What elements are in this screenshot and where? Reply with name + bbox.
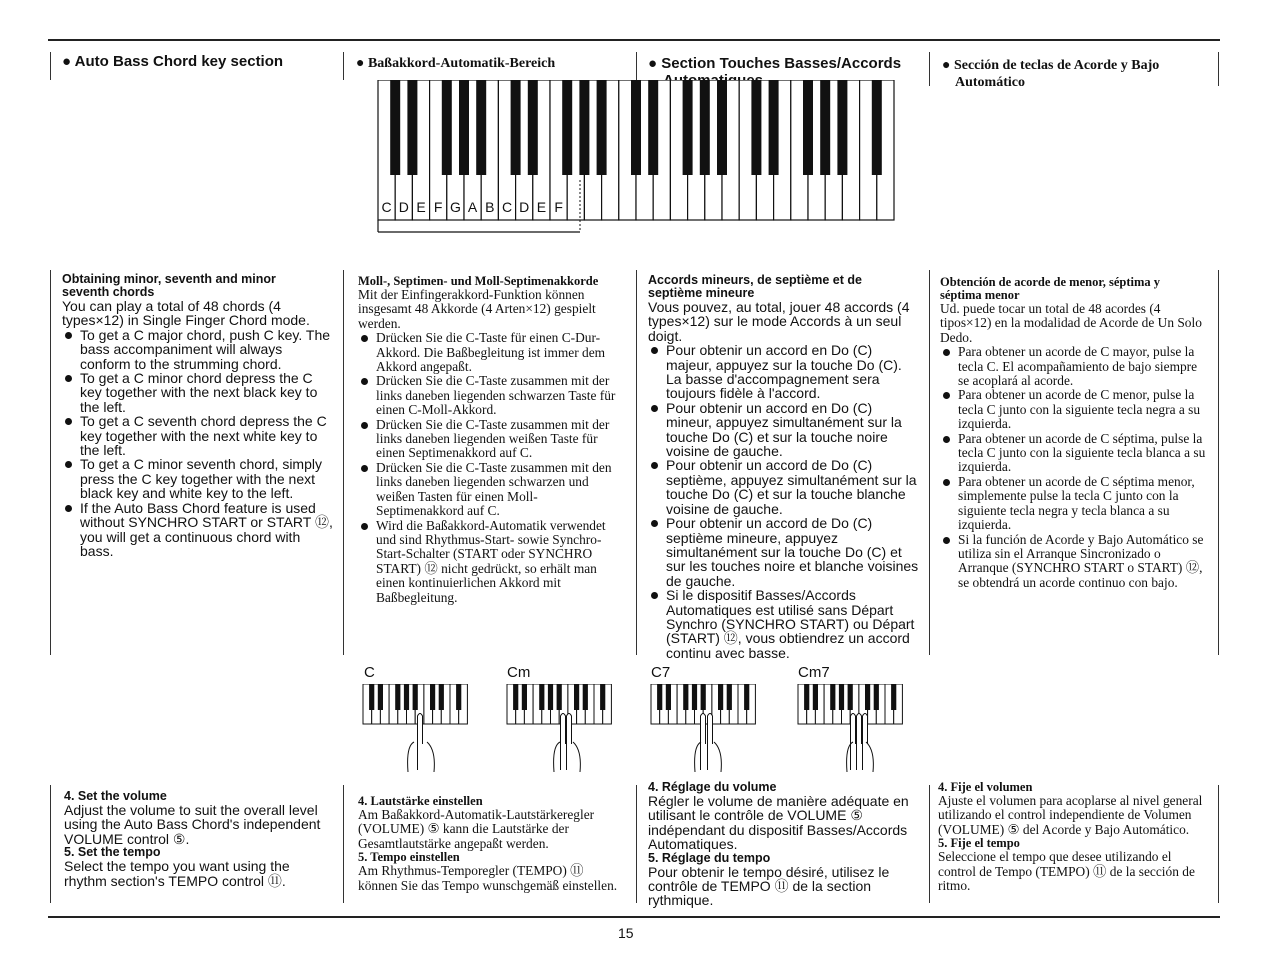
black-key xyxy=(727,684,732,710)
note-label: A xyxy=(467,199,478,215)
list-item: Para obtener un acorde de C mayor, pulse la tecla C. El acompañamiento de bajo siempre se acoplará al acorde. xyxy=(940,345,1208,388)
keyboard-illustration xyxy=(370,80,910,240)
body-text: Ajuste el volumen para acoplarse al nivel general utilizando el control independiente de Volumen (VOLUME) ⑤ del Acorde y Bajo Automático. xyxy=(938,793,1203,837)
column-divider xyxy=(50,270,51,655)
black-key xyxy=(848,684,853,710)
column-divider xyxy=(1218,52,1219,86)
hand-outline xyxy=(573,742,580,772)
body-text: Am Baßakkord-Automatik-Lautstärkeregler (VOLUME) ⑤ kann die Lautstärke der Gesamtlautstärke angepaßt werden. xyxy=(358,807,595,851)
note-label: E xyxy=(536,199,547,215)
black-key xyxy=(600,684,605,710)
section-title-es-1: ● Sección de teclas de Acorde y Bajo xyxy=(942,58,1160,73)
column-divider xyxy=(636,270,637,655)
subheading: septième mineure xyxy=(648,286,755,300)
black-key xyxy=(369,684,374,710)
black-key xyxy=(701,684,706,710)
column-divider xyxy=(343,785,344,903)
black-key xyxy=(804,684,809,710)
black-key xyxy=(511,80,521,175)
column-fr xyxy=(648,274,920,660)
black-key xyxy=(683,684,688,710)
note-label: F xyxy=(554,199,563,215)
chord-diagram-cm7 xyxy=(797,684,903,774)
note-label: C xyxy=(381,199,392,215)
chord-label-cm7: Cm7 xyxy=(798,664,830,681)
body-text: Régler le volume de manière adéquate en utilisant le contrôle de VOLUME ⑤ indépendant du dispositif Basses/Accords Automatiques. xyxy=(648,793,909,853)
chord-label-c7: C7 xyxy=(651,664,671,681)
black-key xyxy=(404,684,409,710)
column-divider xyxy=(1218,270,1219,655)
black-key xyxy=(548,684,553,710)
black-key xyxy=(820,80,830,175)
black-key xyxy=(476,80,486,175)
subheading: 4. Lautstärke einstellen xyxy=(358,794,483,808)
chord-list xyxy=(940,345,1208,590)
black-key xyxy=(378,684,383,710)
list-item: Pour obtenir un accord de Do (C) septième mineure, appuyez simultanément sur la touche Do (C) et sur les touches noire et blanche voisines de gauche. xyxy=(648,516,920,588)
list-item: Wird die Baßakkord-Automatik verwendet und sind Rhythmus-Start- sowie Synchro-Start-Schalter (START oder SYNCHRO START) ⑫ nicht gedrückt, so erhält man einen kontinuierlichen Akkord mit Baßbegleitung. xyxy=(358,519,624,605)
list-item: Drücken Sie die C-Taste zusammen mit den links daneben liegenden schwarzen und weißen Tasten für einen Moll-Septimenakkord auf C. xyxy=(358,461,624,519)
black-key xyxy=(717,80,727,175)
column-divider xyxy=(50,52,51,80)
black-key xyxy=(456,684,461,710)
bottom-rule xyxy=(48,916,1220,918)
column-divider xyxy=(929,52,930,86)
note-label: F xyxy=(433,199,443,215)
volume-tempo-fr xyxy=(648,781,926,908)
list-item: Drücken Sie die C-Taste zusammen mit der links daneben liegenden weißen Taste für einen Septimenakkord auf C. xyxy=(358,418,624,461)
intro-text: You can play a total of 48 chords (4 types×12) in Single Finger Chord mode. xyxy=(62,298,310,329)
subheading: Moll-, Septimen- und Moll-Septimenakkorde xyxy=(358,274,599,288)
black-key xyxy=(813,684,818,710)
black-key xyxy=(407,80,417,175)
list-item: To get a C minor seventh chord, simply press the C key together with the next black key and white key to the left. xyxy=(62,457,336,500)
chord-diagram-c xyxy=(362,684,468,774)
list-item: Si le dispositif Basses/Accords Automatiques est utilisé sans Départ Synchro (SYNCHRO START) ou Départ (START) ⑫, vous obtiendrez un accord continu avec basse. xyxy=(648,588,920,660)
black-key xyxy=(562,80,572,175)
chord-list xyxy=(648,343,920,660)
intro-text: Mit der Einfingerakkord-Funktion können insgesamt 48 Akkorde (4 Arten×12) gespielt werden. xyxy=(358,287,596,331)
black-key xyxy=(583,684,588,710)
heading-de xyxy=(356,55,631,72)
black-key xyxy=(459,80,469,175)
black-key xyxy=(442,80,452,175)
section-title-es-2: Automático xyxy=(955,75,1025,90)
note-label: D xyxy=(398,199,409,215)
subheading: Obtención de acorde de menor, séptima y xyxy=(940,275,1161,289)
column-divider xyxy=(50,785,51,903)
black-key xyxy=(874,684,879,710)
column-divider xyxy=(343,270,344,655)
intro-text: Ud. puede tocar un total de 48 acordes (4 tipos×12) en la modalidad de Acorde de Un Solo Dedo. xyxy=(940,301,1202,345)
black-key xyxy=(430,684,435,710)
column-divider xyxy=(636,785,637,903)
note-label: C xyxy=(501,199,513,215)
black-key xyxy=(631,80,641,175)
black-key xyxy=(751,80,761,175)
black-key xyxy=(528,80,538,175)
black-key xyxy=(865,684,870,710)
chord-label-cm: Cm xyxy=(507,664,531,681)
black-key xyxy=(539,684,544,710)
column-divider xyxy=(343,52,344,80)
volume-tempo-es xyxy=(938,781,1208,893)
list-item: Para obtener un acorde de C menor, pulse la tecla C junto con la siguiente tecla negra a su izquierda. xyxy=(940,388,1208,431)
column-divider xyxy=(929,270,930,655)
volume-tempo-en xyxy=(64,790,336,888)
subheading: seventh chords xyxy=(62,285,155,299)
note-label: D xyxy=(519,199,530,215)
list-item: Drücken Sie die C-Taste für einen C-Dur-Akkord. Die Baßbegleitung ist immer dem Akkord angepaßt. xyxy=(358,331,624,374)
black-key xyxy=(830,684,835,710)
heading-es xyxy=(942,57,1218,91)
volume-tempo-de xyxy=(358,795,626,893)
chord-list xyxy=(358,331,624,605)
hand-outline xyxy=(866,742,873,772)
list-item: Para obtener un acorde de C séptima menor, simplemente pulse la tecla C junto con la siguiente tecla negra y tecla blanca a su izquierda. xyxy=(940,475,1208,533)
subheading: 4. Fije el volumen xyxy=(938,780,1033,794)
black-key xyxy=(718,684,723,710)
subheading: 4. Réglage du volume xyxy=(648,780,777,794)
black-key xyxy=(648,80,658,175)
column-divider xyxy=(929,785,930,903)
note-label: E xyxy=(416,199,426,215)
black-key xyxy=(395,684,400,710)
list-item: To get a C major chord, push C key. The bass accompaniment will always conform to the strumming chord. xyxy=(62,328,336,371)
note-label: B xyxy=(485,199,495,215)
section-title-de: ● Baßakkord-Automatik-Bereich xyxy=(356,56,556,71)
body-text: Seleccione el tempo que desee utilizando el control de Tempo (TEMPO) ⑪ de la sección de ritmo. xyxy=(938,849,1195,894)
column-en xyxy=(62,273,336,558)
body-text: Select the tempo you want using the rhythm section's TEMPO control ⑪. xyxy=(64,858,290,889)
black-key xyxy=(683,80,693,175)
black-key xyxy=(513,684,518,710)
heading-en xyxy=(62,53,337,70)
column-divider xyxy=(636,52,637,80)
black-key xyxy=(744,684,749,710)
body-text: Am Rhythmus-Temporegler (TEMPO) ⑪ können Sie das Tempo wunschgemäß einstellen. xyxy=(358,863,618,893)
black-key xyxy=(574,684,579,710)
subheading: 5. Tempo einstellen xyxy=(358,850,460,865)
top-rule xyxy=(48,39,1220,41)
subheading: Obtaining minor, seventh and minor xyxy=(62,272,276,286)
intro-text: Vous pouvez, au total, jouer 48 accords (4 types×12) sur le mode Accords à un seul doigt. xyxy=(648,299,910,344)
hand-outline xyxy=(554,742,560,772)
column-de xyxy=(358,275,624,605)
column-es xyxy=(940,276,1208,590)
subheading: 5. Réglage du tempo xyxy=(648,850,771,865)
hand-outline xyxy=(427,742,434,772)
subheading: séptima menor xyxy=(940,288,1020,302)
black-key xyxy=(803,80,813,175)
black-key xyxy=(439,684,444,710)
finger-icon xyxy=(418,714,423,771)
list-item: If the Auto Bass Chord feature is used without SYNCHRO START or START ⑫, you will get a continuous chord with bass. xyxy=(62,501,336,559)
page-number: 15 xyxy=(618,925,634,941)
chord-diagram-cm xyxy=(506,684,612,774)
black-key xyxy=(557,684,562,710)
black-key xyxy=(522,684,527,710)
black-key xyxy=(666,684,671,710)
body-text: Pour obtenir le tempo désiré, utilisez le contrôle de TEMPO ⑪ de la section rythmique. xyxy=(648,863,890,909)
black-key xyxy=(657,684,662,710)
list-item: To get a C minor chord depress the C key together with the next black key to the left. xyxy=(62,371,336,414)
section-title-fr-1: ● Section Touches Basses/Accords xyxy=(648,55,902,72)
black-key xyxy=(891,684,896,710)
black-key xyxy=(390,80,400,175)
subheading: 5. Fije el tempo xyxy=(938,836,1020,851)
list-item: Para obtener un acorde de C séptima, pulse la tecla C junto con la siguiente tecla blanca a su izquierda. xyxy=(940,432,1208,475)
black-key xyxy=(579,80,589,175)
note-label: G xyxy=(449,199,461,215)
black-key xyxy=(769,80,779,175)
hand-outline xyxy=(714,742,721,772)
list-item: Pour obtenir un accord en Do (C) mineur, appuyez simultanément sur la touche Do (C) et sur la touche noire voisine de gauche. xyxy=(648,401,920,459)
chord-label-c: C xyxy=(364,664,375,681)
black-key xyxy=(692,684,697,710)
section-title-en: ● Auto Bass Chord key section xyxy=(62,53,284,70)
black-key xyxy=(700,80,710,175)
subheading: Accords mineurs, de septième et de xyxy=(648,273,862,287)
finger-icon xyxy=(561,714,572,771)
subheading: 5. Set the tempo xyxy=(64,845,161,860)
black-key xyxy=(597,80,607,175)
list-item: Si la función de Acorde y Bajo Automático se utiliza sin el Arranque Sincronizado o Arranque (SYNCHRO START o START) ⑫, se obtendrá un acorde continuo con bajo. xyxy=(940,533,1208,591)
list-item: Drücken Sie die C-Taste zusammen mit der links daneben liegenden schwarzen Taste für einen C-Moll-Akkord. xyxy=(358,374,624,417)
column-divider xyxy=(1218,785,1219,903)
black-key xyxy=(872,80,882,175)
list-item: Pour obtenir un accord de Do (C) septième, appuyez simultanément sur la touche Do (C) et sur la touche blanche voisine de gauche. xyxy=(648,458,920,516)
body-text: Adjust the volume to suit the overall level using the Auto Bass Chord's independent VOLUME control ⑤. xyxy=(64,802,321,847)
black-key xyxy=(839,684,844,710)
list-item: To get a C seventh chord depress the C key together with the next white key to the left. xyxy=(62,414,336,457)
black-key xyxy=(837,80,847,175)
subheading: 4. Set the volume xyxy=(64,789,167,803)
chord-list xyxy=(62,328,336,559)
list-item: Pour obtenir un accord en Do (C) majeur, appuyez sur la touche Do (C). La basse d'accompagnement sera toujours fidèle à l'accord. xyxy=(648,343,920,401)
finger-icon xyxy=(851,714,868,771)
chord-diagram-c7 xyxy=(650,684,756,774)
black-key xyxy=(413,684,418,710)
hand-outline xyxy=(408,742,414,772)
